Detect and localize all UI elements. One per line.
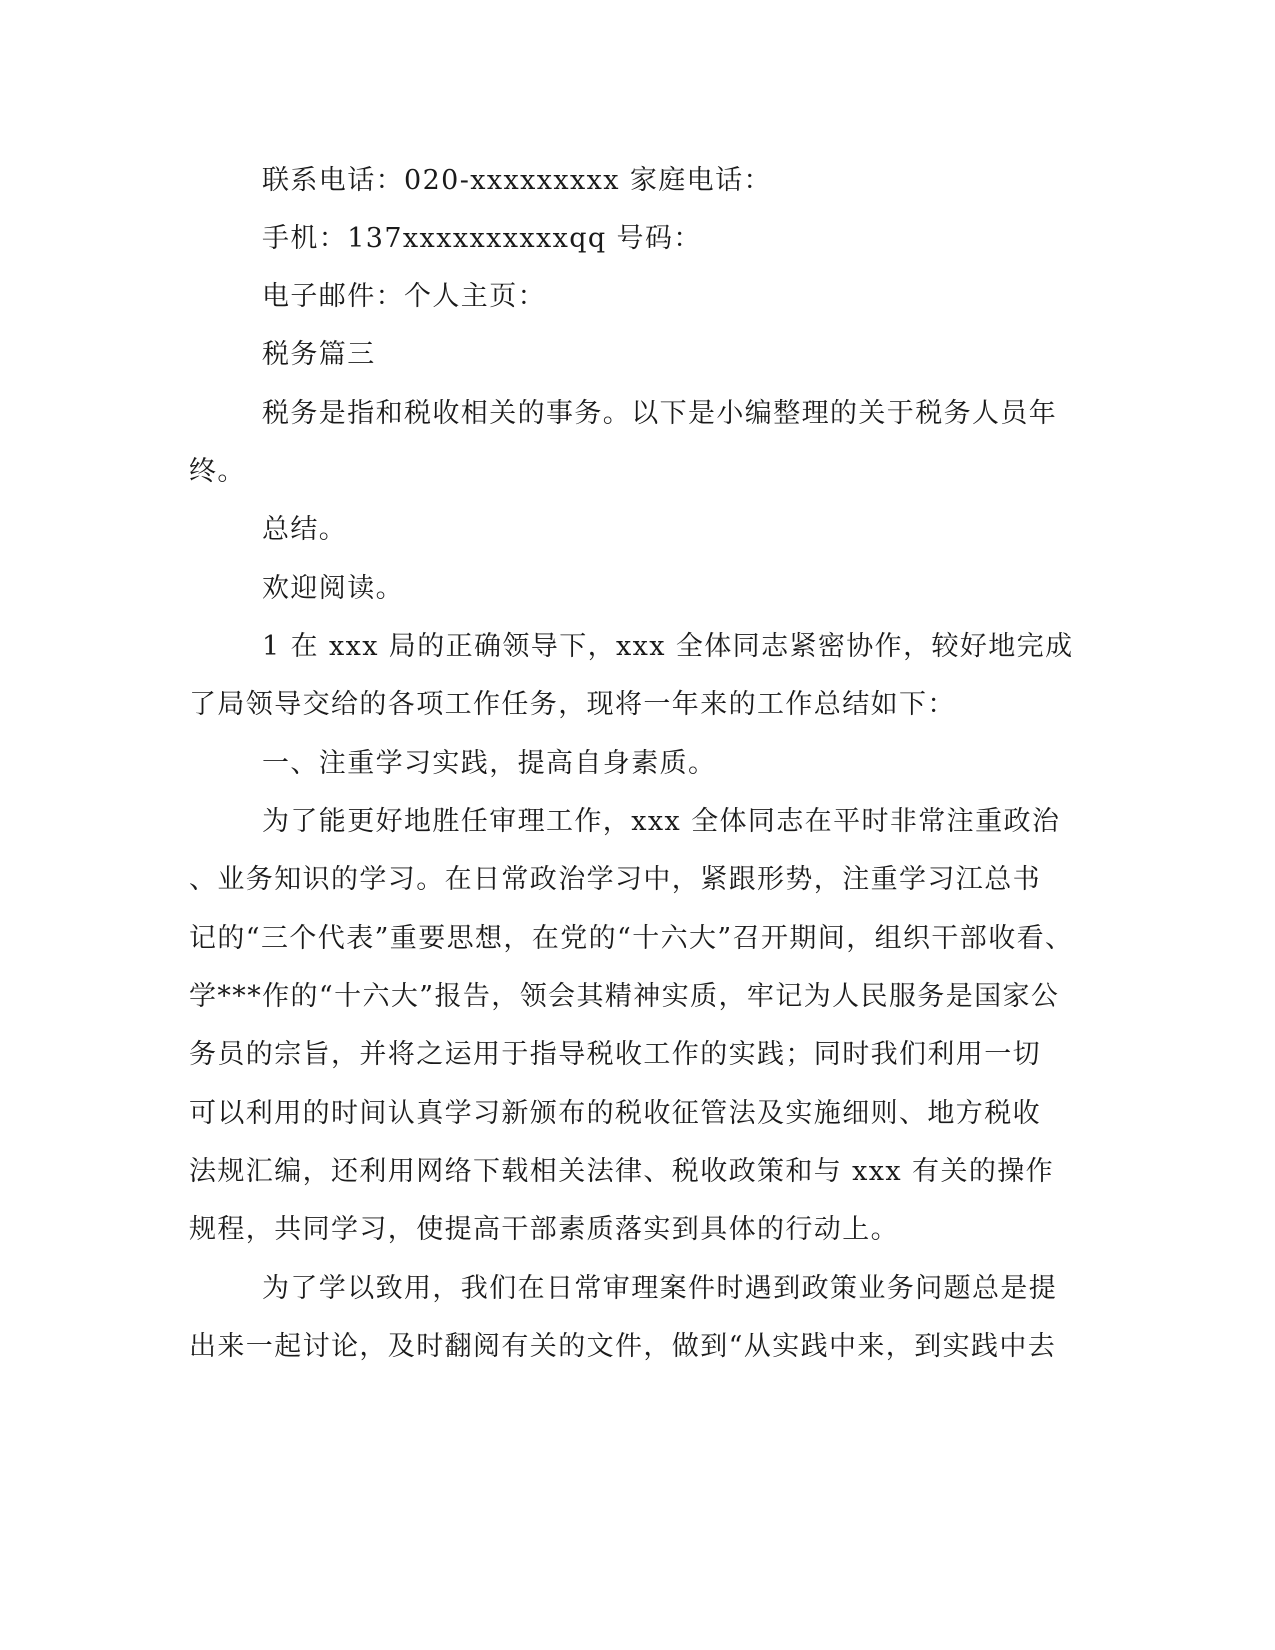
paragraph-line: 、业务知识的学习。在日常政治学习中，紧跟形势，注重学习江总书 xyxy=(189,864,1041,895)
paragraph-line: 为了学以致用，我们在日常审理案件时遇到政策业务问题总是提 xyxy=(262,1273,1058,1304)
paragraph-line: 规程，共同学习，使提高干部素质落实到具体的行动上。 xyxy=(189,1214,899,1245)
paragraph-line: 记的“三个代表”重要思想，在党的“十六大”召开期间，组织干部收看、 xyxy=(189,923,1074,954)
paragraph-line: 终。 xyxy=(189,456,246,487)
paragraph-line: 可以利用的时间认真学习新颁布的税收征管法及实施细则、地方税收 xyxy=(189,1098,1041,1129)
contact-phone-line: 联系电话：020-xxxxxxxxx 家庭电话： xyxy=(262,165,772,196)
paragraph-line: 税务是指和税收相关的事务。以下是小编整理的关于税务人员年 xyxy=(262,398,1058,429)
paragraph-line: 法规汇编，还利用网络下载相关法律、税收政策和与 xxx 有关的操作 xyxy=(189,1156,1055,1187)
paragraph-line: 1 在 xxx 局的正确领导下，xxx 全体同志紧密协作，较好地完成 xyxy=(262,631,1074,662)
paragraph-line: 了局领导交给的各项工作任务，现将一年来的工作总结如下： xyxy=(189,689,956,720)
email-line: 电子邮件：个人主页： xyxy=(262,281,546,312)
mobile-line: 手机：137xxxxxxxxxxqq 号码： xyxy=(262,223,702,254)
paragraph-line: 学***作的“十六大”报告，领会其精神实质，牢记为人民服务是国家公 xyxy=(189,981,1060,1012)
paragraph-line: 欢迎阅读。 xyxy=(262,573,404,604)
paragraph-line: 出来一起讨论，及时翻阅有关的文件，做到“从实践中来，到实践中去 xyxy=(189,1331,1057,1362)
paragraph-line: 为了能更好地胜任审理工作，xxx 全体同志在平时非常注重政治 xyxy=(262,806,1061,837)
paragraph-line: 总结。 xyxy=(262,514,348,545)
section-heading: 税务篇三 xyxy=(262,339,376,370)
paragraph-line: 务员的宗旨，并将之运用于指导税收工作的实践；同时我们利用一切 xyxy=(189,1039,1041,1070)
subheading: 一、注重学习实践，提高自身素质。 xyxy=(262,748,717,779)
